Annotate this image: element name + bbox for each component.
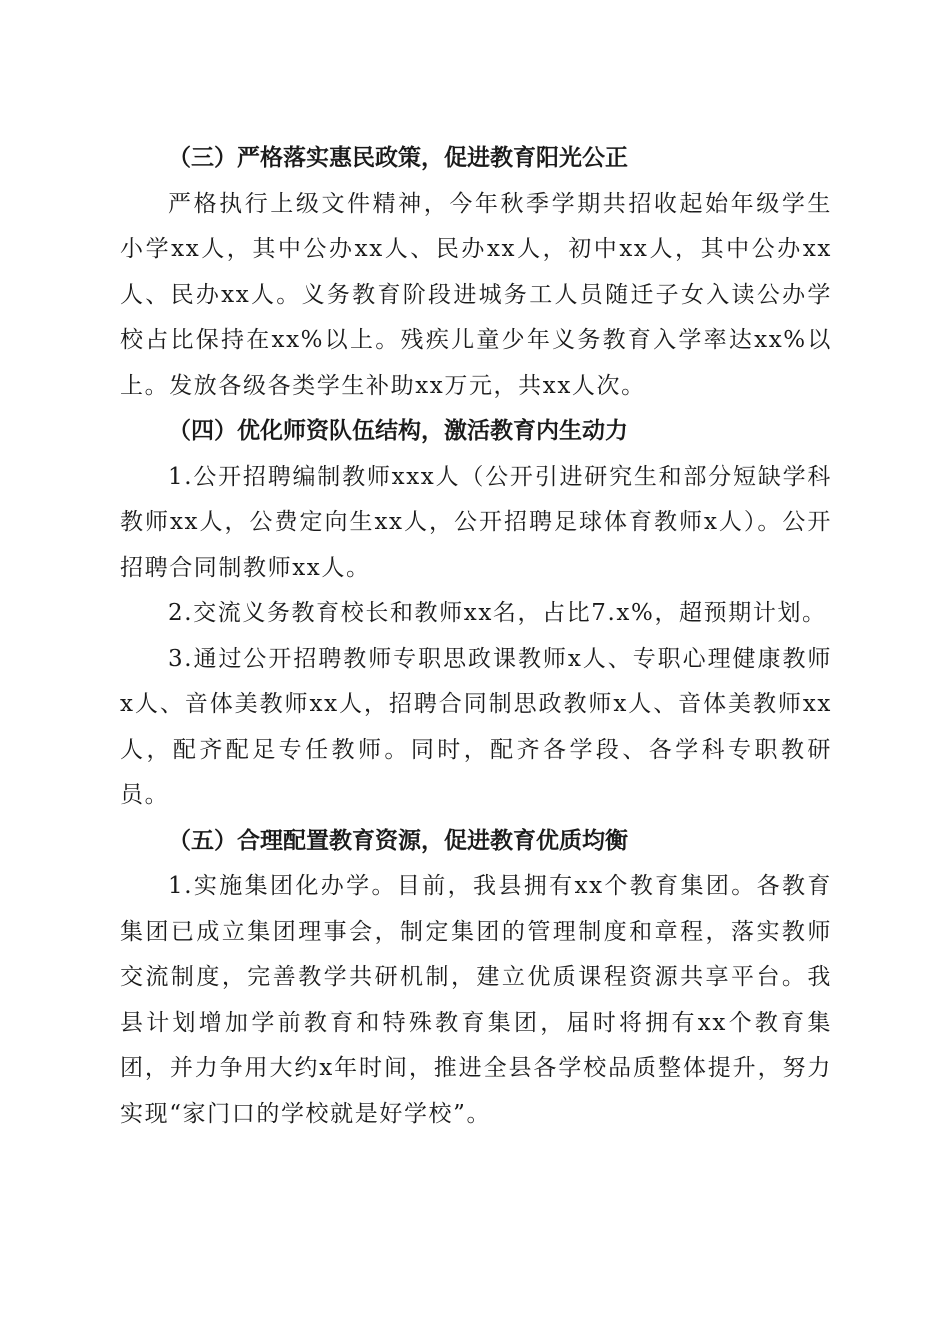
document-body	[120, 136, 832, 1137]
section-3-heading: （三）严格落实惠民政策，促进教育阳光公正	[168, 145, 628, 171]
section-5-heading: （五）合理配置教育资源，促进教育优质均衡	[168, 827, 628, 854]
section-4-item-3: 3.通过公开招聘教师专职思政课教师x人、专职心理健康教师x人、音体美教师xx人，招聘合同制思政教师x人、音体美教师xx人，配齐配足专任教师。同时，配齐各学段、各学科专职教研员。	[120, 645, 832, 808]
section-4-item-1: 1.公开招聘编制教师xxx人（公开引进研究生和部分短缺学科教师xx人，公费定向生xx人，公开招聘足球体育教师x人）。公开招聘合同制教师xx人。	[120, 463, 832, 581]
section-4-item-2: 2.交流义务教育校长和教师xx名，占比7.x%，超预期计划。	[168, 600, 827, 626]
section-3-paragraph: 严格执行上级文件精神，今年秋季学期共招收起始年级学生小学xx人，其中公办xx人、民办xx人，初中xx人，其中公办xx人、民办xx人。义务教育阶段进城务工人员随迁子女入读公办学校占比保持在xx%以上。残疾儿童少年义务教育入学率达xx%以上。发放各级各类学生补助xx万元，共xx人次。	[120, 190, 832, 399]
section-4-heading: （四）优化师资队伍结构，激活教育内生动力	[168, 418, 628, 444]
section-5-item-1: 1.实施集团化办学。目前，我县拥有xx个教育集团。各教育集团已成立集团理事会，制定集团的管理制度和章程，落实教师交流制度，完善教学共研机制，建立优质课程资源共享平台。我县计划增加学前教育和特殊教育集团，届时将拥有xx个教育集团，并力争用大约x年时间，推进全县各学校品质整体提升，努力实现“家门口的学校就是好学校”。	[120, 873, 832, 1127]
